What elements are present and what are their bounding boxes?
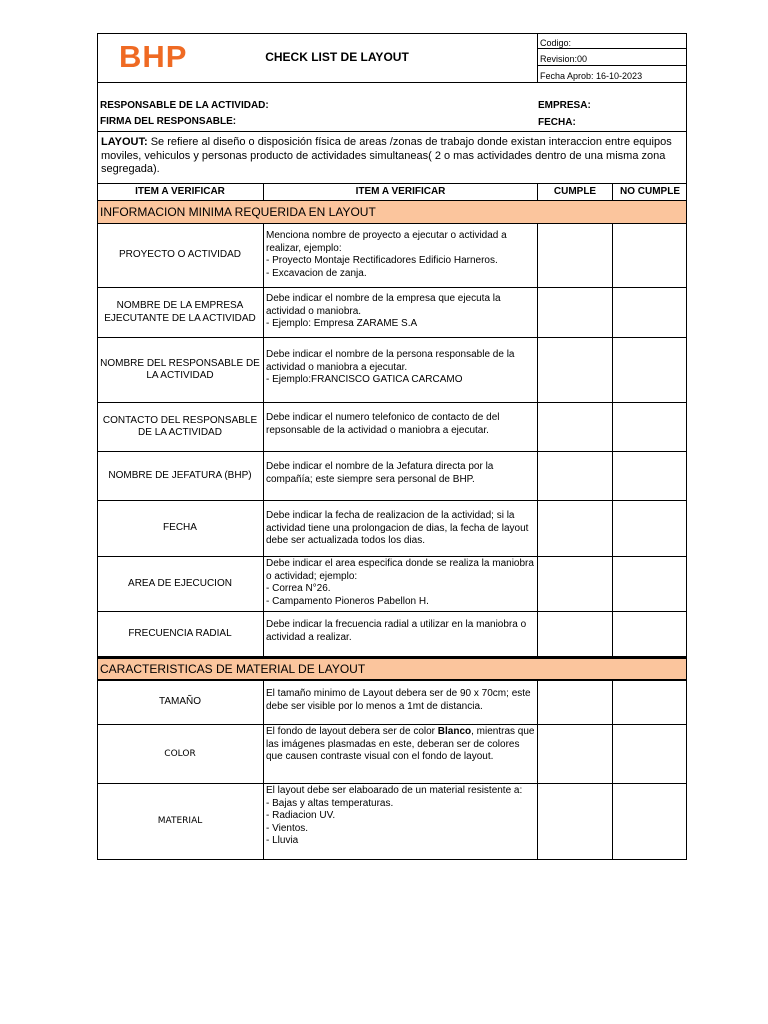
codigo-cell bbox=[537, 33, 687, 49]
no-cumple-cell[interactable] bbox=[613, 784, 687, 859]
cumple-cell[interactable] bbox=[538, 725, 613, 783]
row-item-color: COLOR bbox=[97, 725, 264, 783]
firma-label: FIRMA DEL RESPONSABLE: bbox=[100, 116, 237, 127]
row-item-fecha: FECHA bbox=[97, 501, 264, 556]
row-desc-proyecto: Menciona nombre de proyecto a ejecutar o actividad a realizar, ejemplo: - Proyecto Montaje Rectificadores Edificio Harneros. - Excavacion de zanja. bbox=[264, 224, 538, 287]
page-title: CHECK LIST DE LAYOUT bbox=[265, 49, 409, 64]
cumple-cell[interactable] bbox=[538, 338, 613, 402]
row-desc-color bbox=[264, 725, 538, 783]
no-cumple-cell[interactable] bbox=[613, 612, 687, 656]
color-desc-post: , mientras que las imágenes plasmadas en este, deberan ser de colores que causen contraste visual con el fondo de layout. bbox=[266, 726, 535, 762]
cumple-cell[interactable] bbox=[538, 403, 613, 451]
cumple-cell[interactable] bbox=[538, 224, 613, 287]
cumple-cell[interactable] bbox=[538, 288, 613, 337]
row-desc-frecuencia: Debe indicar la frecuencia radial a utilizar en la maniobra o actividad a realizar. bbox=[264, 612, 538, 656]
column-cumple: CUMPLE bbox=[538, 184, 613, 200]
revision-label: Revision:00 bbox=[540, 54, 588, 64]
fecha-label: FECHA: bbox=[538, 117, 576, 128]
definition-label: LAYOUT: bbox=[101, 136, 148, 148]
no-cumple-cell[interactable] bbox=[613, 338, 687, 402]
bhp-logo bbox=[119, 39, 239, 75]
color-desc-bold: Blanco bbox=[437, 726, 472, 737]
row-item-area: AREA DE EJECUCION bbox=[97, 557, 264, 611]
no-cumple-cell[interactable] bbox=[613, 403, 687, 451]
row-item-proyecto: PROYECTO O ACTIVIDAD bbox=[97, 224, 264, 287]
revision-cell bbox=[537, 49, 687, 66]
row-item-material: MATERIAL bbox=[97, 784, 264, 859]
row-item-jefatura: NOMBRE DE JEFATURA (BHP) bbox=[97, 452, 264, 500]
column-no-cumple: NO CUMPLE bbox=[620, 185, 680, 197]
no-cumple-cell[interactable] bbox=[613, 557, 687, 611]
no-cumple-cell[interactable] bbox=[613, 452, 687, 500]
cumple-cell[interactable] bbox=[538, 557, 613, 611]
row-desc-empresa: Debe indicar el nombre de la empresa que ejecuta la actividad o maniobra. - Ejemplo: Empresa ZARAME S.A bbox=[264, 288, 538, 337]
cumple-cell[interactable] bbox=[538, 681, 613, 724]
row-item-frecuencia: FRECUENCIA RADIAL bbox=[97, 612, 264, 656]
row-desc-contacto: Debe indicar el numero telefonico de contacto de del repsonsable de la actividad o maniobra a ejecutar. bbox=[264, 403, 538, 451]
empresa-label: EMPRESA: bbox=[538, 100, 591, 111]
definition-text: Se refiere al diseño o disposición física de areas /zonas de trabajo donde existan interaccion entre equipos moviles, vehiculos y personas producto de actividades simultaneas( 2 o mas actividades dentro de una misma zona segregada). bbox=[101, 136, 672, 175]
color-desc-pre: El fondo de layout debera ser de color bbox=[266, 726, 438, 737]
responsable-label: RESPONSABLE DE LA ACTIVIDAD: bbox=[100, 100, 269, 111]
cumple-cell[interactable] bbox=[538, 784, 613, 859]
column-item-verificar-2: ITEM A VERIFICAR bbox=[264, 184, 538, 200]
row-desc-fecha: Debe indicar la fecha de realizacion de la actividad; si la actividad tiene una prolongacion de dias, la fecha de layout debe ser actualizada todos los dias. bbox=[264, 501, 538, 556]
section-title-caracteristicas: CARACTERISTICAS DE MATERIAL DE LAYOUT bbox=[97, 657, 687, 681]
row-desc-tamano: El tamaño minimo de Layout debera ser de 90 x 70cm; este debe ser visible por lo menos a 1mt de distancia. bbox=[264, 681, 538, 724]
row-desc-responsable: Debe indicar el nombre de la persona responsable de la actividad o maniobra a ejecutar. - Ejemplo:FRANCISCO GATICA CARCAMO bbox=[264, 338, 538, 402]
row-item-contacto: CONTACTO DEL RESPONSABLE DE LA ACTIVIDAD bbox=[97, 403, 264, 451]
row-desc-area: Debe indicar el area especifica donde se realiza la maniobra o actividad; ejemplo: - Correa N°26. - Campamento Pioneros Pabellon H. bbox=[264, 557, 538, 611]
logo-text: BHP bbox=[119, 39, 188, 74]
row-item-tamano: TAMAÑO bbox=[97, 681, 264, 724]
no-cumple-cell[interactable] bbox=[613, 224, 687, 287]
fecha-aprob-cell bbox=[537, 66, 687, 82]
fecha-aprob-label: Fecha Aprob: 16-10-2023 bbox=[540, 71, 643, 81]
row-item-responsable: NOMBRE DEL RESPONSABLE DE LA ACTIVIDAD bbox=[97, 338, 264, 402]
cumple-cell[interactable] bbox=[538, 452, 613, 500]
no-cumple-cell[interactable] bbox=[613, 725, 687, 783]
no-cumple-cell[interactable] bbox=[613, 681, 687, 724]
row-desc-jefatura: Debe indicar el nombre de la Jefatura directa por la compañía; este siempre sera personal de BHP. bbox=[264, 452, 538, 500]
cumple-cell[interactable] bbox=[538, 612, 613, 656]
codigo-label: Codigo: bbox=[540, 38, 572, 48]
cumple-cell[interactable] bbox=[538, 501, 613, 556]
no-cumple-cell[interactable] bbox=[613, 288, 687, 337]
row-item-empresa: NOMBRE DE LA EMPRESA EJECUTANTE DE LA ACTIVIDAD bbox=[97, 288, 264, 337]
layout-definition bbox=[97, 131, 687, 183]
section-title-informacion: INFORMACION MINIMA REQUERIDA EN LAYOUT bbox=[97, 201, 687, 224]
no-cumple-cell[interactable] bbox=[613, 501, 687, 556]
column-item-verificar-1: ITEM A VERIFICAR bbox=[97, 184, 264, 200]
row-desc-material: El layout debe ser elaboarado de un material resistente a: - Bajas y altas temperaturas. - Radiacion UV. - Vientos. - Lluvia bbox=[264, 784, 538, 859]
